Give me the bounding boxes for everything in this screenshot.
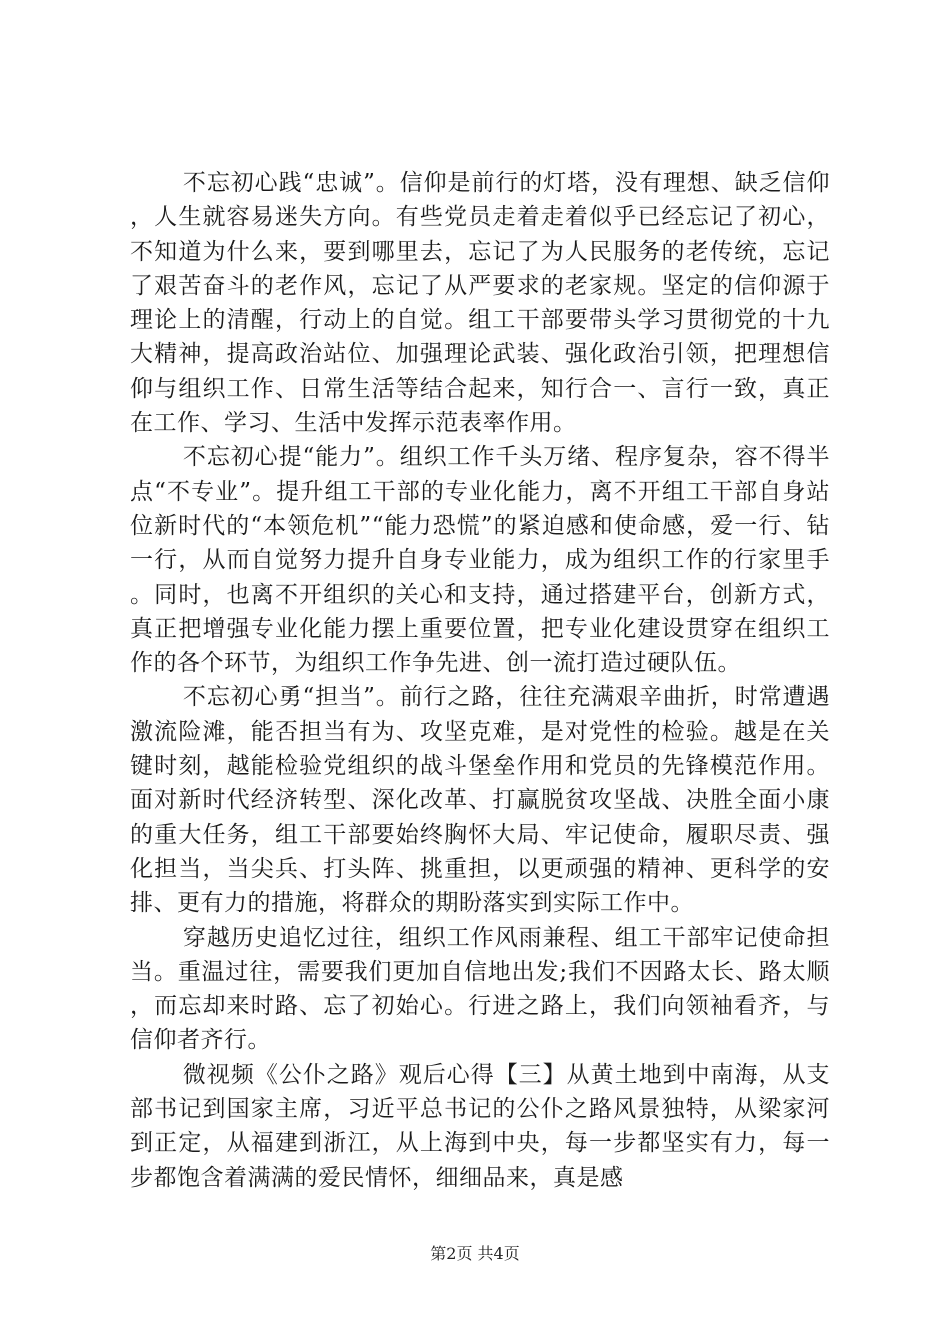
paragraph-ability: 不忘初心提“能力”。组织工作千头万绪、程序复杂，容不得半点“不专业”。提升组工干部的专业化能力，离不开组工干部自身站位新时代的“本领危机”“能力恐慌”的紧迫感和使命感，爱一行、钻一行，从而自觉努力提升自身专业能力，成为组织工作的行家里手。同时，也离不开组织的关心和支持，通过搭建平台，创新方式，真正把增强专业化能力摆上重要位置，把专业化建设贯穿在组织工作的各个环节，为组织工作争先进、创一流打造过硬队伍。	[130, 444, 830, 677]
document-body	[130, 166, 830, 1195]
paragraph-responsibility: 不忘初心勇“担当”。前行之路，往往充满艰辛曲折，时常遭遇激流险滩，能否担当有为、攻坚克难，是对党性的检验。越是在关键时刻，越能检验党组织的战斗堡垒作用和党员的先锋模范作用。面对新时代经济转型、深化改革、打赢脱贫攻坚战、决胜全面小康的重大任务，组工干部要始终胸怀大局、牢记使命，履职尽责、强化担当，当尖兵、打头阵、挑重担，以更顽强的精神、更科学的安排、更有力的措施，将群众的期盼落实到实际工作中。	[130, 684, 830, 917]
paragraph-video-reflection: 微视频《公仆之路》观后心得【三】从黄土地到中南海，从支部书记到国家主席，习近平总书记的公仆之路风景独特，从梁家河到正定，从福建到浙江，从上海到中央，每一步都坚实有力，每一步都饱含着满满的爱民情怀，细细品来，真是感	[130, 1061, 830, 1191]
paragraph-loyalty: 不忘初心践“忠诚”。信仰是前行的灯塔，没有理想、缺乏信仰，人生就容易迷失方向。有些党员走着走着似乎已经忘记了初心，不知道为什么来，要到哪里去，忘记了为人民服务的老传统，忘记了艰苦奋斗的老作风，忘记了从严要求的老家规。坚定的信仰源于理论上的清醒，行动上的自觉。组工干部要带头学习贯彻党的十九大精神，提高政治站位、加强理论武装、强化政治引领，把理想信仰与组织工作、日常生活等结合起来，知行合一、言行一致，真正在工作、学习、生活中发挥示范表率作用。	[130, 170, 830, 437]
page-number-footer: 第2页 共4页	[430, 1244, 520, 1263]
paragraph-conclusion: 穿越历史追忆过往，组织工作风雨兼程、组工干部牢记使命担当。重温过往，需要我们更加自信地出发;我们不因路太长、路太顺，而忘却来时路、忘了初始心。行进之路上，我们向领袖看齐，与信仰者齐行。	[130, 924, 830, 1054]
